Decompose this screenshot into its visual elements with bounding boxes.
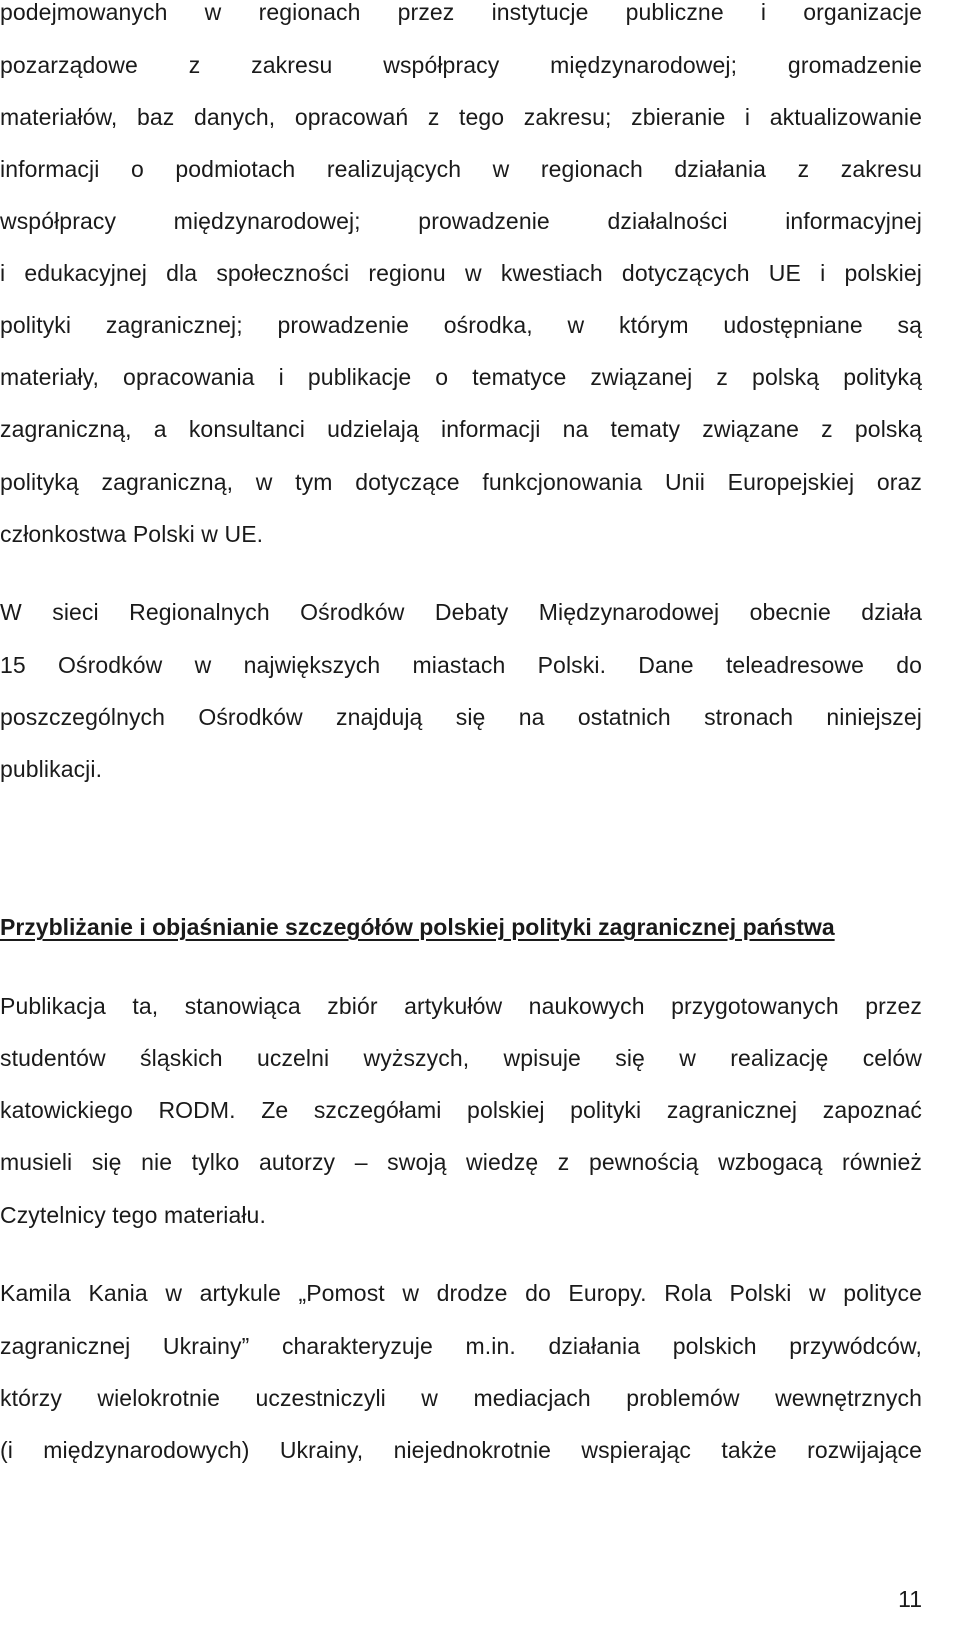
text-line: 15 Ośrodków w największych miastach Polski. Dane teleadresowe do xyxy=(0,652,922,678)
text-line: podejmowanych w regionach przez instytucje publiczne i organizacje xyxy=(0,0,922,25)
text-line: W sieci Regionalnych Ośrodków Debaty Międzynarodowej obecnie działa xyxy=(0,599,922,625)
text-line: poszczególnych Ośrodków znajdują się na ostatnich stronach niniejszej xyxy=(0,704,922,730)
text-line: zagraniczną, a konsultanci udzielają informacji na tematy związane z polską xyxy=(0,416,922,442)
text-line: (i międzynarodowych) Ukrainy, niejednokrotnie wspierając także rozwijające xyxy=(0,1437,922,1463)
text-line: pozarządowe z zakresu współpracy międzynarodowej; gromadzenie xyxy=(0,52,922,78)
text-line: Czytelnicy tego materiału. xyxy=(0,1202,266,1228)
text-line: katowickiego RODM. Ze szczegółami polskiej polityki zagranicznej zapoznać xyxy=(0,1097,922,1123)
text-line: którzy wielokrotnie uczestniczyli w mediacjach problemów wewnętrznych xyxy=(0,1385,922,1411)
text-line: i edukacyjnej dla społeczności regionu w kwestiach dotyczących UE i polskiej xyxy=(0,260,922,286)
page-number: 11 xyxy=(898,1586,922,1612)
text-line: informacji o podmiotach realizujących w regionach działania z zakresu xyxy=(0,156,922,182)
text-line: Publikacja ta, stanowiąca zbiór artykułów naukowych przygotowanych przez xyxy=(0,993,922,1019)
text-line: materiałów, baz danych, opracowań z tego zakresu; zbieranie i aktualizowanie xyxy=(0,104,922,130)
text-line: publikacji. xyxy=(0,756,103,782)
text-line: Kamila Kania w artykule „Pomost w drodze do Europy. Rola Polski w polityce xyxy=(0,1280,922,1306)
text-line: współpracy międzynarodowej; prowadzenie działalności informacyjnej xyxy=(0,208,922,234)
section-heading: Przybliżanie i objaśnianie szczegółów polskiej polityki zagranicznej państwa xyxy=(0,914,835,940)
text-line: polityką zagraniczną, w tym dotyczące funkcjonowania Unii Europejskiej oraz xyxy=(0,469,922,495)
text-line: studentów śląskich uczelni wyższych, wpisuje się w realizację celów xyxy=(0,1045,922,1071)
text-line: musieli się nie tylko autorzy – swoją wiedzę z pewnością wzbogacą również xyxy=(0,1149,922,1175)
text-line: członkostwa Polski w UE. xyxy=(0,521,264,547)
text-line: zagranicznej Ukrainy” charakteryzuje m.in. działania polskich przywódców, xyxy=(0,1333,922,1359)
text-line: materiały, opracowania i publikacje o tematyce związanej z polską polityką xyxy=(0,364,922,390)
text-line: polityki zagranicznej; prowadzenie ośrodka, w którym udostępniane są xyxy=(0,312,922,338)
